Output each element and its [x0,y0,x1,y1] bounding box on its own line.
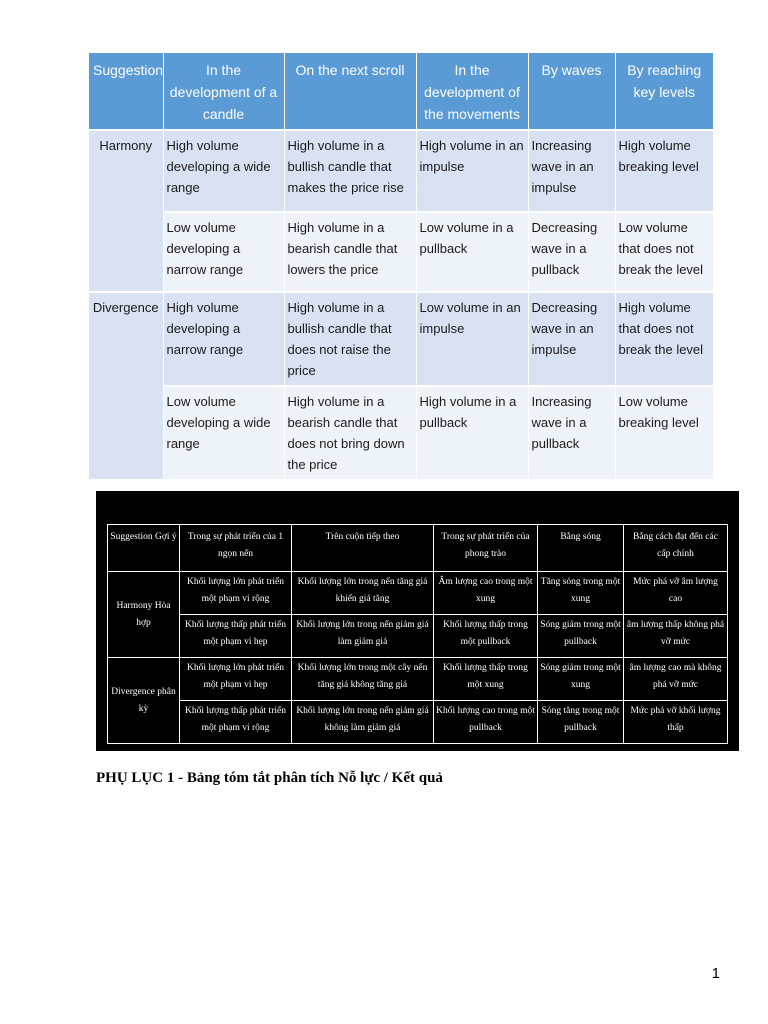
header-waves: By waves [528,53,615,130]
header-next-scroll: On the next scroll [284,53,416,130]
header-movements: In the development of the movements [416,53,528,130]
table-row [108,572,728,615]
table-cell: Sóng giảm trong một pullback [538,615,624,658]
table-cell: Khối lượng thấp phát triển một phạm vi hẹp [180,615,292,658]
table-row [108,615,728,658]
table-cell: Khối lượng lớn trong nến giảm giá làm giảm giá [292,615,434,658]
table-row [89,130,713,212]
table-cell: High volume breaking level [615,130,713,212]
table-cell: Khối lượng thấp trong một xung [434,658,538,701]
table-cell: High volume developing a wide range [163,130,284,212]
table-cell: High volume that does not break the level [615,292,713,386]
table-cell: High volume in a bullish candle that makes the price rise [284,130,416,212]
table-cell: Low volume breaking level [615,386,713,479]
table-header-row [89,53,713,130]
table-row [89,292,713,386]
table-cell: High volume developing a narrow range [163,292,284,386]
header-candle-vi: Trong sự phát triển của 1 ngọn nến [180,525,292,572]
group-harmony-vi: Harmony Hòa hợp [108,572,180,658]
table-cell: âm lượng thấp không phá vỡ mức [624,615,728,658]
header-candle: In the development of a candle [163,53,284,130]
table-cell: Tăng sóng trong một xung [538,572,624,615]
table-cell: Khối lượng cao trong một pullback [434,701,538,744]
table-cell: Low volume developing a wide range [163,386,284,479]
table-cell: High volume in an impulse [416,130,528,212]
header-key-levels: By reaching key levels [615,53,713,130]
header-next-scroll-vi: Trên cuộn tiếp theo [292,525,434,572]
table-cell: Low volume developing a narrow range [163,212,284,292]
header-key-levels-vi: Bằng cách đạt đến các cấp chính [624,525,728,572]
group-harmony: Harmony [89,130,163,292]
table-cell: Decreasing wave in a pullback [528,212,615,292]
table-cell: Khối lượng lớn trong nến tăng giá khiến giá tăng [292,572,434,615]
table-header-row [108,525,728,572]
table-row [89,386,713,479]
table-cell: Khối lượng thấp trong một pullback [434,615,538,658]
table-cell: Increasing wave in an impulse [528,130,615,212]
page-number: 1 [711,965,720,982]
table-cell: Sóng tăng trong một pullback [538,701,624,744]
table-cell: Âm lượng cao trong một xung [434,572,538,615]
table-cell: Low volume in a pullback [416,212,528,292]
table-cell: Low volume in an impulse [416,292,528,386]
table-cell: Khối lượng lớn phát triển một phạm vi rộng [180,572,292,615]
table-row [89,212,713,292]
table-cell: Increasing wave in a pullback [528,386,615,479]
summary-table-english [89,53,713,479]
appendix-caption: PHỤ LỤC 1 - Bảng tóm tắt phân tích Nỗ lực / Kết quả [96,770,443,786]
header-suggestion-vi: Suggestion Gợi ý [108,525,180,572]
table-cell: Low volume that does not break the level [615,212,713,292]
table-cell: Khối lượng thấp phát triển một phạm vi rộng [180,701,292,744]
table-cell: Khối lượng lớn trong nến giảm giá không làm giảm giá [292,701,434,744]
table-cell: Mức phá vỡ âm lượng cao [624,572,728,615]
group-divergence-vi: Divergence phân kỳ [108,658,180,744]
table-cell: High volume in a bearish candle that does not bring down the price [284,386,416,479]
group-divergence: Divergence [89,292,163,479]
table-row [108,658,728,701]
summary-table-vietnamese [107,524,728,744]
summary-table-vietnamese-image [96,491,739,751]
table-cell: High volume in a bearish candle that lowers the price [284,212,416,292]
header-waves-vi: Bằng sóng [538,525,624,572]
table-cell: Sóng giảm trong một xung [538,658,624,701]
header-movements-vi: Trong sự phát triển của phong trào [434,525,538,572]
table-row [108,701,728,744]
table-cell: âm lượng cao mà không phá vỡ mức [624,658,728,701]
table-cell: High volume in a bullish candle that does not raise the price [284,292,416,386]
table-cell: Decreasing wave in an impulse [528,292,615,386]
table-cell: High volume in a pullback [416,386,528,479]
table-cell: Khối lượng lớn trong một cây nến tăng giá không tăng giá [292,658,434,701]
table-cell: Khối lượng lớn phát triển một phạm vi hẹp [180,658,292,701]
table-cell: Mức phá vỡ khối lượng thấp [624,701,728,744]
header-suggestion: Suggestion [89,53,163,130]
